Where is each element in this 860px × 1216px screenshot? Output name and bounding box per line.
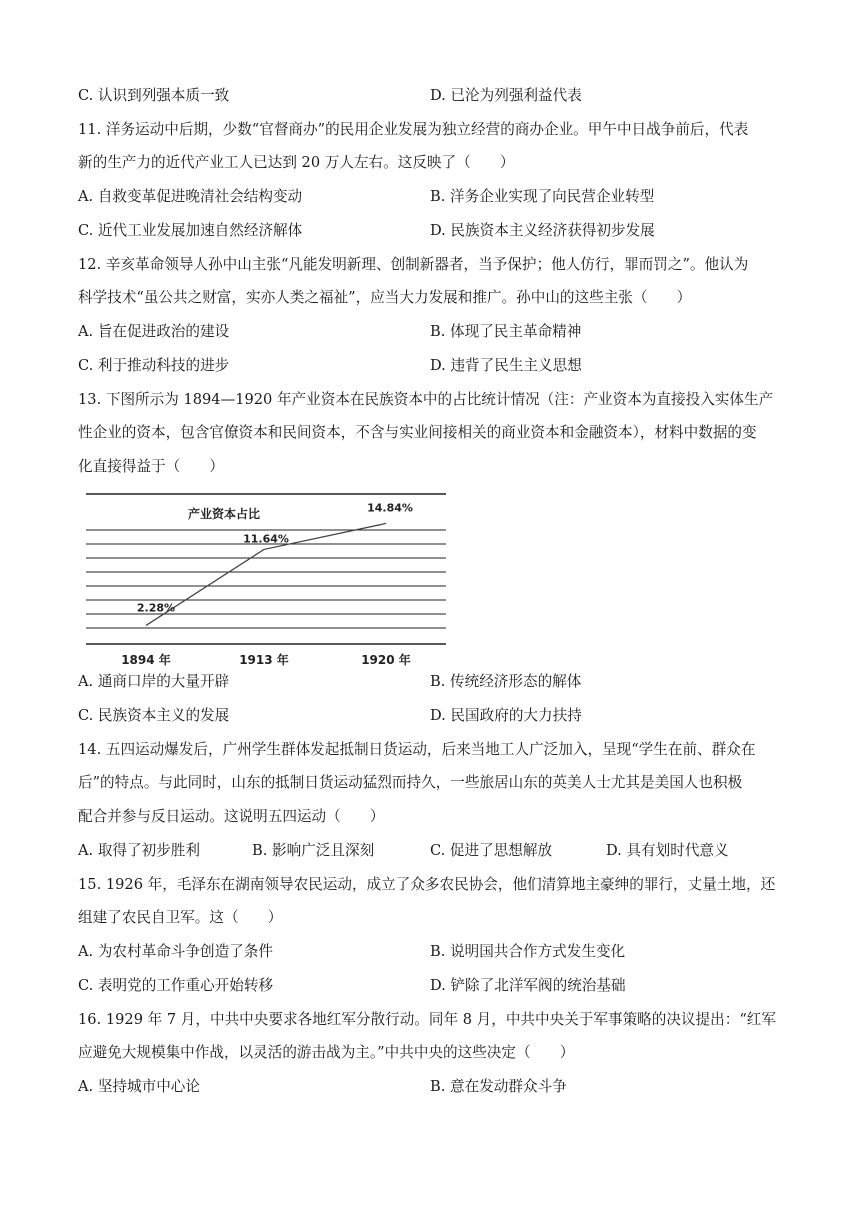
q13-option-b: B. 传统经济形态的解体 (430, 673, 582, 690)
chart-title: 产业资本占比 (187, 507, 261, 521)
q16-stem-line-2: 应避免大规模集中作战，以灵活的游击战为主。”中共中央的这些决定（ ） (78, 1044, 575, 1061)
q15-option-c: C. 表明党的工作重心开始转移 (78, 977, 274, 994)
q13-option-d: D. 民国政府的大力扶持 (430, 707, 582, 724)
q12-stem-line-1: 12. 辛亥革命领导人孙中山主张“凡能发明新理、创制新器者，当予保护；他人仿行，罪而罚之”。他认为 (78, 256, 749, 273)
data-label: 11.64% (243, 532, 289, 546)
q15-option-a: A. 为农村革命斗争创造了条件 (78, 943, 273, 960)
q15-option-b: B. 说明国共合作方式发生变化 (430, 943, 626, 960)
q13-stem-line-2: 性企业的资本，包含官僚资本和民间资本，不含与实业间接相关的商业资本和金融资本），材料中数据的变 (78, 424, 757, 441)
q14-option-a: A. 取得了初步胜利 (78, 842, 200, 859)
x-tick-label: 1913 年 (239, 653, 289, 667)
q13-option-c: C. 民族资本主义的发展 (78, 707, 230, 724)
q13-option-a: A. 通商口岸的大量开辟 (78, 673, 230, 690)
q14-stem-line-1: 14. 五四运动爆发后，广州学生群体发起抵制日货运动，后来当地工人广泛加入，呈现“学生在前、群众在 (78, 741, 756, 758)
q15-option-d: D. 铲除了北洋军阀的统治基础 (430, 977, 626, 994)
q12-option-b: B. 体现了民主革命精神 (430, 323, 582, 340)
q16-option-a: A. 坚持城市中心论 (78, 1078, 200, 1095)
q11-option-b: B. 洋务企业实现了向民营企业转型 (430, 188, 655, 205)
q11-stem-line-1: 11. 洋务运动中后期，少数“官督商办”的民用企业发展为独立经营的商办企业。甲午中日战争前后，代表 (78, 121, 749, 138)
q14-stem-line-3: 配合并参与反日运动。这说明五四运动（ ） (78, 808, 385, 825)
q13-stem-line-1: 13. 下图所示为 1894—1920 年产业资本在民族资本中的占比统计情况（注：产业资本为直接投入实体生产 (78, 391, 774, 408)
q11-stem-line-2: 新的生产力的近代产业工人已达到 20 万人左右。这反映了（ ） (78, 154, 515, 171)
q14-stem-line-2: 后”的特点。与此同时，山东的抵制日货运动猛烈而持久，一些旅居山东的英美人士尤其是美国人也积极 (78, 774, 743, 791)
q11-option-a: A. 自救变革促进晚清社会结构变动 (78, 188, 303, 205)
q16-option-b: B. 意在发动群众斗争 (430, 1078, 567, 1095)
data-label: 2.28% (136, 601, 176, 615)
q16-stem-line-1: 16. 1929 年 7 月，中共中央要求各地红军分散行动。同年 8 月，中共中央关于军事策略的决议提出：“红军 (78, 1011, 776, 1028)
q12-stem-line-2: 科学技术“虽公共之财富，实亦人类之福祉”，应当大力发展和推广。孙中山的这些主张（ ） (78, 289, 692, 306)
q14-option-c: C. 促进了思想解放 (430, 842, 553, 859)
x-tick-label: 1920 年 (361, 653, 411, 667)
q10-option-d: D. 已沦为列强利益代表 (430, 87, 582, 104)
q11-option-d: D. 民族资本主义经济获得初步发展 (430, 222, 655, 239)
q15-stem-line-1: 15. 1926 年，毛泽东在湖南领导农民运动，成立了众多农民协会，他们清算地主豪绅的罪行，丈量土地，还 (78, 876, 776, 893)
q15-stem-line-2: 组建了农民自卫军。这（ ） (78, 909, 283, 926)
x-tick-label: 1894 年 (121, 653, 171, 667)
q12-option-a: A. 旨在促进政治的建设 (78, 323, 230, 340)
q13-stem-line-3: 化直接得益于（ ） (78, 458, 224, 475)
q14-option-b: B. 影响广泛且深刻 (252, 842, 375, 859)
data-label: 14.84% (367, 501, 413, 515)
q12-option-d: D. 违背了民生主义思想 (430, 357, 582, 374)
industrial-capital-share-chart (84, 492, 454, 672)
q11-option-c: C. 近代工业发展加速自然经济解体 (78, 222, 303, 239)
q10-option-c: C. 认识到列强本质一致 (78, 87, 230, 104)
q14-option-d: D. 具有划时代意义 (606, 842, 729, 859)
q12-option-c: C. 利于推动科技的进步 (78, 357, 230, 374)
